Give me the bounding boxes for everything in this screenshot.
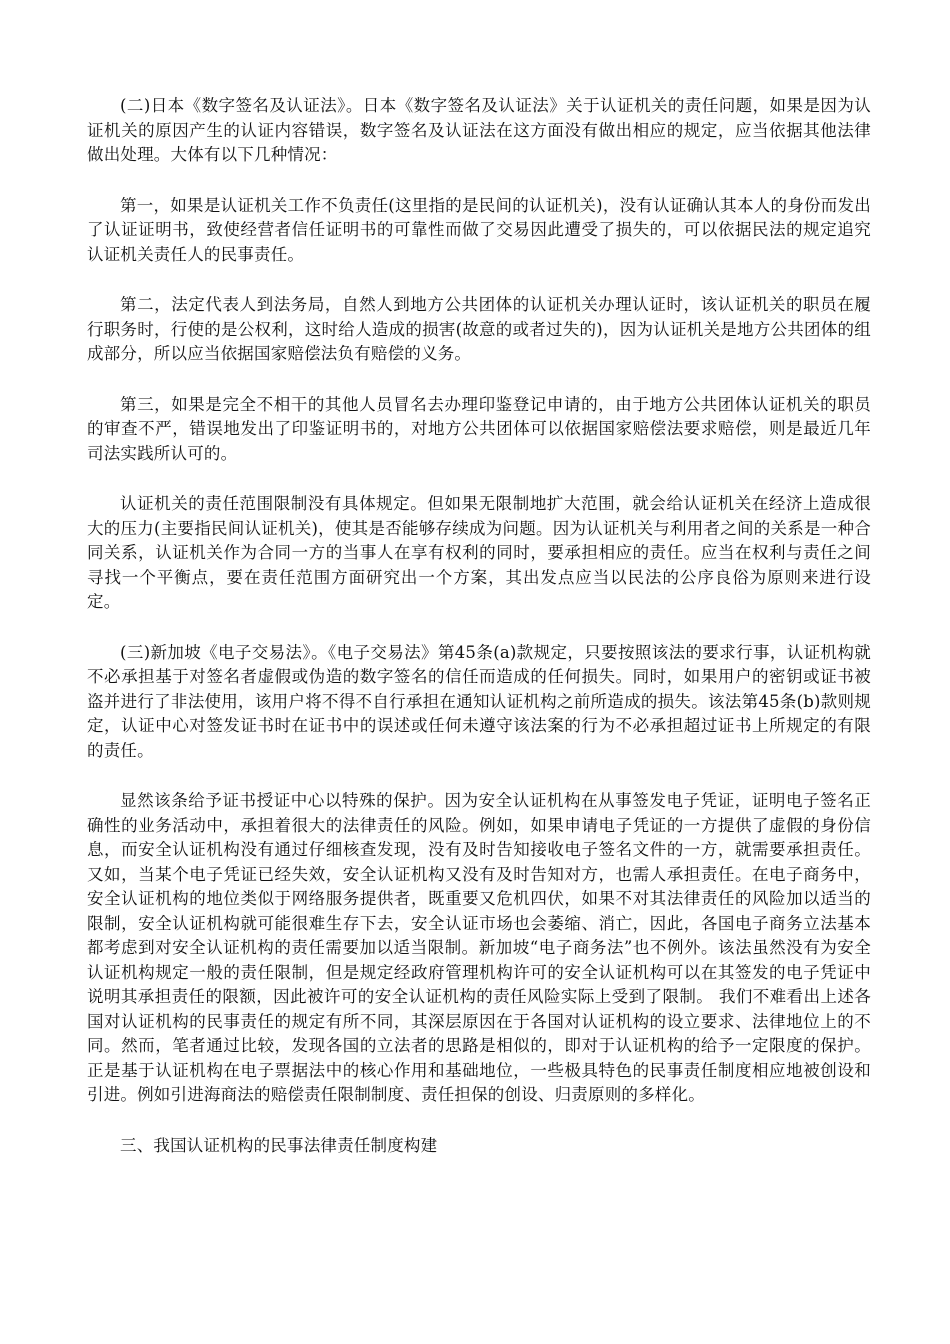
paragraph-singapore-law: (三)新加坡《电子交易法》。《电子交易法》第45条(a)款规定，只要按照该法的要求行事，认证机构就不必承担基于对签名者虚假或伪造的数字签名的信任而造成的任何损失。同时，如果用户的密钥或证书被盗并进行了非法使用，该用户将不得不自行承担在通知认证机构之前所造成的损失。该法第45条(b)款则规定，认证中心对签发证书时在证书中的误述或任何未遵守该法案的行为不必承担超过证书上所规定的有限的责任。 [87,642,871,760]
paragraph-protection-analysis: 显然该条给予证书授证中心以特殊的保护。因为安全认证机构在从事签发电子凭证，证明电子签名正确性的业务活动中，承担着很大的法律责任的风险。例如，如果申请电子凭证的一方提供了虚假的身份信息，而安全认证机构没有通过仔细核查发现，没有及时告知接收电子签名文件的一方，就需要承担责任。又如，当某个电子凭证已经失效，安全认证机构又没有及时告知对方，也需人承担责任。在电子商务中，安全认证机构的地位类似于网络服务提供者，既重要又危机四伏，如果不对其法律责任的风险加以适当的限制，安全认证机构就可能很难生存下去，安全认证市场也会萎缩、消亡，因此，各国电子商务立法基本都考虑到对安全认证机构的责任需要加以适当限制。新加坡“电子商务法”也不例外。该法虽然没有为安全认证机构规定一般的责任限制，但是规定经政府管理机构许可的安全认证机构可以在其签发的电子凭证中说明其承担责任的限额，因此被许可的安全认证机构的责任风险实际上受到了限制。 我们不难看出上述各国对认证机构的民事责任的规定有所不同，其深层原因在于各国对认证机构的设立要求、法律地位上的不同。然而，笔者通过比较，发现各国的立法者的思路是相似的，即对于认证机构的给予一定限度的保护。正是基于认证机构在电子票据法中的核心作用和基础地位，一些极具特色的民事责任制度相应地被创设和引进。例如引进海商法的赔偿责任限制制度、责任担保的创设、归责原则的多样化。 [87,791,871,1104]
paragraph-japan-law: (二)日本《数字签名及认证法》。日本《数字签名及认证法》关于认证机关的责任问题，如果是因为认证机关的原因产生的认证内容错误，数字签名及认证法在这方面没有做出相应的规定，应当依据其他法律做出处理。大体有以下几种情况： [87,96,871,164]
paragraph-third-case: 第三，如果是完全不相干的其他人员冒名去办理印鉴登记申请的，由于地方公共团体认证机关的职员的审查不严，错误地发出了印鉴证明书的，对地方公共团体可以依据国家赔偿法要求赔偿，则是最近几年司法实践所认可的。 [87,394,871,463]
paragraph-second-case: 第二，法定代表人到法务局，自然人到地方公共团体的认证机关办理认证时，该认证机关的职员在履行职务时，行使的是公权利，这时给人造成的损害(故意的或者过失的)，因为认证机关是地方公共团体的组成部分，所以应当依据国家赔偿法负有赔偿的义务。 [87,295,871,363]
section-heading: 三、我国认证机构的民事法律责任制度构建 [120,1135,438,1155]
paragraph-liability-scope: 认证机关的责任范围限制没有具体规定。但如果无限制地扩大范围，就会给认证机关在经济上造成很大的压力(主要指民间认证机关)，使其是否能够存续成为问题。因为认证机关与利用者之间的关系是一种合同关系，认证机关作为合同一方的当事人在享有权利的同时，要承担相应的责任。应当在权利与责任之间寻找一个平衡点，要在责任范围方面研究出一个方案，其出发点应当以民法的公序良俗为原则来进行设定。 [87,494,871,611]
document-page [87,94,871,1184]
paragraph-first-case: 第一，如果是认证机关工作不负责任(这里指的是民间的认证机关)，没有认证确认其本人的身份而发出了认证证明书，致使经营者信任证明书的可靠性而做了交易因此遭受了损失的，可以依据民法的规定追究认证机关责任人的民事责任。 [87,195,871,264]
